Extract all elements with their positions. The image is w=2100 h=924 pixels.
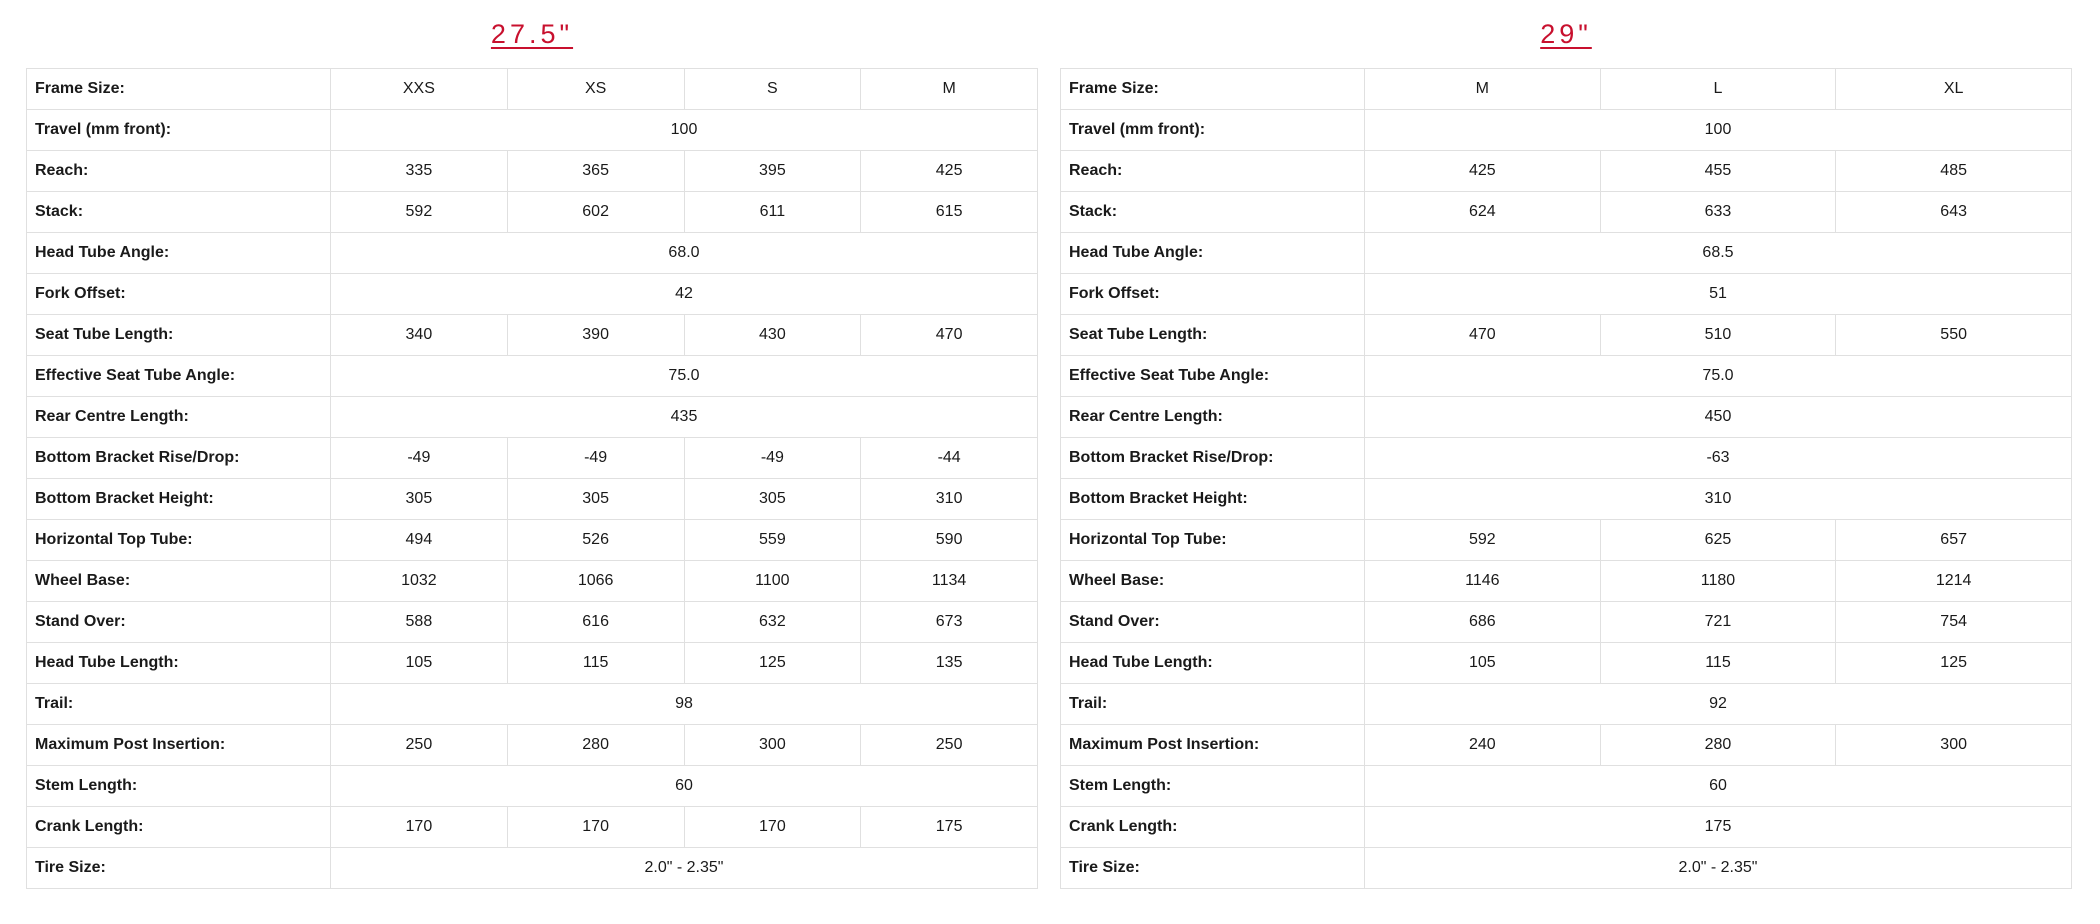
value-cell: 100: [331, 110, 1038, 151]
row-label: Head Tube Angle:: [27, 233, 331, 274]
value-cell: 588: [331, 602, 508, 643]
row-label: Trail:: [1061, 684, 1365, 725]
value-cell: 170: [684, 807, 861, 848]
value-cell: 625: [1600, 520, 1836, 561]
row-label: Effective Seat Tube Angle:: [27, 356, 331, 397]
value-cell: -63: [1365, 438, 2072, 479]
row-label: Fork Offset:: [1061, 274, 1365, 315]
table-row-rear-centre-length: [1061, 397, 2072, 438]
value-cell: 135: [861, 643, 1038, 684]
value-cell: 175: [1365, 807, 2072, 848]
value-cell: 470: [861, 315, 1038, 356]
value-cell: 754: [1836, 602, 2072, 643]
row-label: Stand Over:: [27, 602, 331, 643]
table-row-trail: [1061, 684, 2072, 725]
value-cell: 1214: [1836, 561, 2072, 602]
table-row-maximum-post-insertion: [27, 725, 1038, 766]
value-cell: -49: [684, 438, 861, 479]
table-row-reach: [27, 151, 1038, 192]
table-row-tire-size: [1061, 848, 2072, 889]
value-cell: 92: [1365, 684, 2072, 725]
value-cell: 250: [331, 725, 508, 766]
value-cell: 300: [684, 725, 861, 766]
row-label: Wheel Base:: [27, 561, 331, 602]
table-row-travel-mm-front: [27, 110, 1038, 151]
row-label: Trail:: [27, 684, 331, 725]
value-cell: 100: [1365, 110, 2072, 151]
panel-title-27-5: [26, 0, 1038, 68]
geometry-panel-29: [1060, 0, 2072, 889]
value-cell: 105: [331, 643, 508, 684]
table-row-wheel-base: [27, 561, 1038, 602]
table-row-maximum-post-insertion: [1061, 725, 2072, 766]
table-row-horizontal-top-tube: [27, 520, 1038, 561]
row-label: Frame Size:: [1061, 69, 1365, 110]
row-label: Reach:: [27, 151, 331, 192]
value-cell: 1146: [1365, 561, 1601, 602]
value-cell: 365: [507, 151, 684, 192]
value-cell: -44: [861, 438, 1038, 479]
frame-size-header: M: [1365, 69, 1601, 110]
value-cell: 592: [331, 192, 508, 233]
value-cell: 51: [1365, 274, 2072, 315]
value-cell: -49: [507, 438, 684, 479]
row-label: Crank Length:: [1061, 807, 1365, 848]
value-cell: 2.0" - 2.35": [1365, 848, 2072, 889]
row-label: Seat Tube Length:: [1061, 315, 1365, 356]
geometry-table-27-5: [26, 68, 1038, 889]
value-cell: -49: [331, 438, 508, 479]
row-label: Maximum Post Insertion:: [1061, 725, 1365, 766]
value-cell: 1100: [684, 561, 861, 602]
value-cell: 75.0: [331, 356, 1038, 397]
row-label: Horizontal Top Tube:: [27, 520, 331, 561]
value-cell: 300: [1836, 725, 2072, 766]
value-cell: 435: [331, 397, 1038, 438]
row-label: Head Tube Length:: [27, 643, 331, 684]
row-label: Rear Centre Length:: [27, 397, 331, 438]
row-label: Stack:: [27, 192, 331, 233]
table-row-stand-over: [1061, 602, 2072, 643]
table-row-stack: [27, 192, 1038, 233]
value-cell: 686: [1365, 602, 1601, 643]
value-cell: 115: [507, 643, 684, 684]
row-label: Travel (mm front):: [1061, 110, 1365, 151]
value-cell: 602: [507, 192, 684, 233]
frame-size-header: L: [1600, 69, 1836, 110]
value-cell: 494: [331, 520, 508, 561]
value-cell: 632: [684, 602, 861, 643]
row-label: Stem Length:: [27, 766, 331, 807]
row-label: Travel (mm front):: [27, 110, 331, 151]
value-cell: 305: [331, 479, 508, 520]
table-row-trail: [27, 684, 1038, 725]
table-row-reach: [1061, 151, 2072, 192]
table-row-effective-seat-tube-angle: [27, 356, 1038, 397]
value-cell: 310: [1365, 479, 2072, 520]
value-cell: 657: [1836, 520, 2072, 561]
table-row-rear-centre-length: [27, 397, 1038, 438]
wheel-size-title[interactable]: 27.5": [490, 18, 574, 49]
row-label: Stack:: [1061, 192, 1365, 233]
row-label: Tire Size:: [1061, 848, 1365, 889]
value-cell: 60: [1365, 766, 2072, 807]
value-cell: 559: [684, 520, 861, 561]
table-row-wheel-base: [1061, 561, 2072, 602]
frame-size-header-row: [1061, 69, 2072, 110]
value-cell: 425: [1365, 151, 1601, 192]
value-cell: 590: [861, 520, 1038, 561]
value-cell: 425: [861, 151, 1038, 192]
wheel-size-title[interactable]: 29": [1540, 18, 1592, 49]
row-label: Frame Size:: [27, 69, 331, 110]
value-cell: 1066: [507, 561, 684, 602]
value-cell: 615: [861, 192, 1038, 233]
table-row-fork-offset: [27, 274, 1038, 315]
frame-size-header-row: [27, 69, 1038, 110]
row-label: Head Tube Angle:: [1061, 233, 1365, 274]
table-row-head-tube-angle: [1061, 233, 2072, 274]
table-row-stand-over: [27, 602, 1038, 643]
table-row-seat-tube-length: [27, 315, 1038, 356]
value-cell: 305: [684, 479, 861, 520]
value-cell: 616: [507, 602, 684, 643]
row-label: Horizontal Top Tube:: [1061, 520, 1365, 561]
value-cell: 611: [684, 192, 861, 233]
frame-size-header: XXS: [331, 69, 508, 110]
value-cell: 470: [1365, 315, 1601, 356]
table-row-travel-mm-front: [1061, 110, 2072, 151]
table-row-stem-length: [27, 766, 1038, 807]
table-row-seat-tube-length: [1061, 315, 2072, 356]
value-cell: 721: [1600, 602, 1836, 643]
geometry-table-29: [1060, 68, 2072, 889]
value-cell: 1032: [331, 561, 508, 602]
table-row-horizontal-top-tube: [1061, 520, 2072, 561]
table-row-bottom-bracket-rise-drop: [27, 438, 1038, 479]
table-row-fork-offset: [1061, 274, 2072, 315]
row-label: Tire Size:: [27, 848, 331, 889]
row-label: Crank Length:: [27, 807, 331, 848]
value-cell: 125: [1836, 643, 2072, 684]
row-label: Stem Length:: [1061, 766, 1365, 807]
value-cell: 310: [861, 479, 1038, 520]
value-cell: 510: [1600, 315, 1836, 356]
row-label: Rear Centre Length:: [1061, 397, 1365, 438]
row-label: Bottom Bracket Height:: [1061, 479, 1365, 520]
row-label: Seat Tube Length:: [27, 315, 331, 356]
value-cell: 115: [1600, 643, 1836, 684]
value-cell: 450: [1365, 397, 2072, 438]
table-row-head-tube-length: [27, 643, 1038, 684]
table-row-tire-size: [27, 848, 1038, 889]
value-cell: 60: [331, 766, 1038, 807]
row-label: Bottom Bracket Height:: [27, 479, 331, 520]
value-cell: 280: [1600, 725, 1836, 766]
table-row-crank-length: [1061, 807, 2072, 848]
frame-size-header: XL: [1836, 69, 2072, 110]
value-cell: 340: [331, 315, 508, 356]
value-cell: 592: [1365, 520, 1601, 561]
geometry-panel-27-5: [26, 0, 1038, 889]
value-cell: 633: [1600, 192, 1836, 233]
value-cell: 68.0: [331, 233, 1038, 274]
value-cell: 75.0: [1365, 356, 2072, 397]
value-cell: 1180: [1600, 561, 1836, 602]
value-cell: 624: [1365, 192, 1601, 233]
row-label: Bottom Bracket Rise/Drop:: [27, 438, 331, 479]
frame-size-header: S: [684, 69, 861, 110]
value-cell: 280: [507, 725, 684, 766]
frame-size-header: M: [861, 69, 1038, 110]
value-cell: 643: [1836, 192, 2072, 233]
row-label: Fork Offset:: [27, 274, 331, 315]
value-cell: 170: [331, 807, 508, 848]
value-cell: 240: [1365, 725, 1601, 766]
value-cell: 526: [507, 520, 684, 561]
value-cell: 390: [507, 315, 684, 356]
value-cell: 305: [507, 479, 684, 520]
frame-size-header: XS: [507, 69, 684, 110]
table-row-bottom-bracket-height: [27, 479, 1038, 520]
table-row-head-tube-angle: [27, 233, 1038, 274]
value-cell: 395: [684, 151, 861, 192]
value-cell: 1134: [861, 561, 1038, 602]
value-cell: 485: [1836, 151, 2072, 192]
table-row-stem-length: [1061, 766, 2072, 807]
value-cell: 250: [861, 725, 1038, 766]
value-cell: 68.5: [1365, 233, 2072, 274]
row-label: Bottom Bracket Rise/Drop:: [1061, 438, 1365, 479]
table-row-stack: [1061, 192, 2072, 233]
value-cell: 105: [1365, 643, 1601, 684]
table-row-crank-length: [27, 807, 1038, 848]
value-cell: 125: [684, 643, 861, 684]
value-cell: 550: [1836, 315, 2072, 356]
row-label: Maximum Post Insertion:: [27, 725, 331, 766]
table-row-head-tube-length: [1061, 643, 2072, 684]
row-label: Reach:: [1061, 151, 1365, 192]
table-row-bottom-bracket-height: [1061, 479, 2072, 520]
table-row-effective-seat-tube-angle: [1061, 356, 2072, 397]
row-label: Wheel Base:: [1061, 561, 1365, 602]
panel-title-29: [1060, 0, 2072, 68]
value-cell: 673: [861, 602, 1038, 643]
value-cell: 98: [331, 684, 1038, 725]
value-cell: 430: [684, 315, 861, 356]
value-cell: 455: [1600, 151, 1836, 192]
row-label: Head Tube Length:: [1061, 643, 1365, 684]
value-cell: 2.0" - 2.35": [331, 848, 1038, 889]
value-cell: 42: [331, 274, 1038, 315]
row-label: Stand Over:: [1061, 602, 1365, 643]
value-cell: 170: [507, 807, 684, 848]
value-cell: 335: [331, 151, 508, 192]
value-cell: 175: [861, 807, 1038, 848]
row-label: Effective Seat Tube Angle:: [1061, 356, 1365, 397]
table-row-bottom-bracket-rise-drop: [1061, 438, 2072, 479]
